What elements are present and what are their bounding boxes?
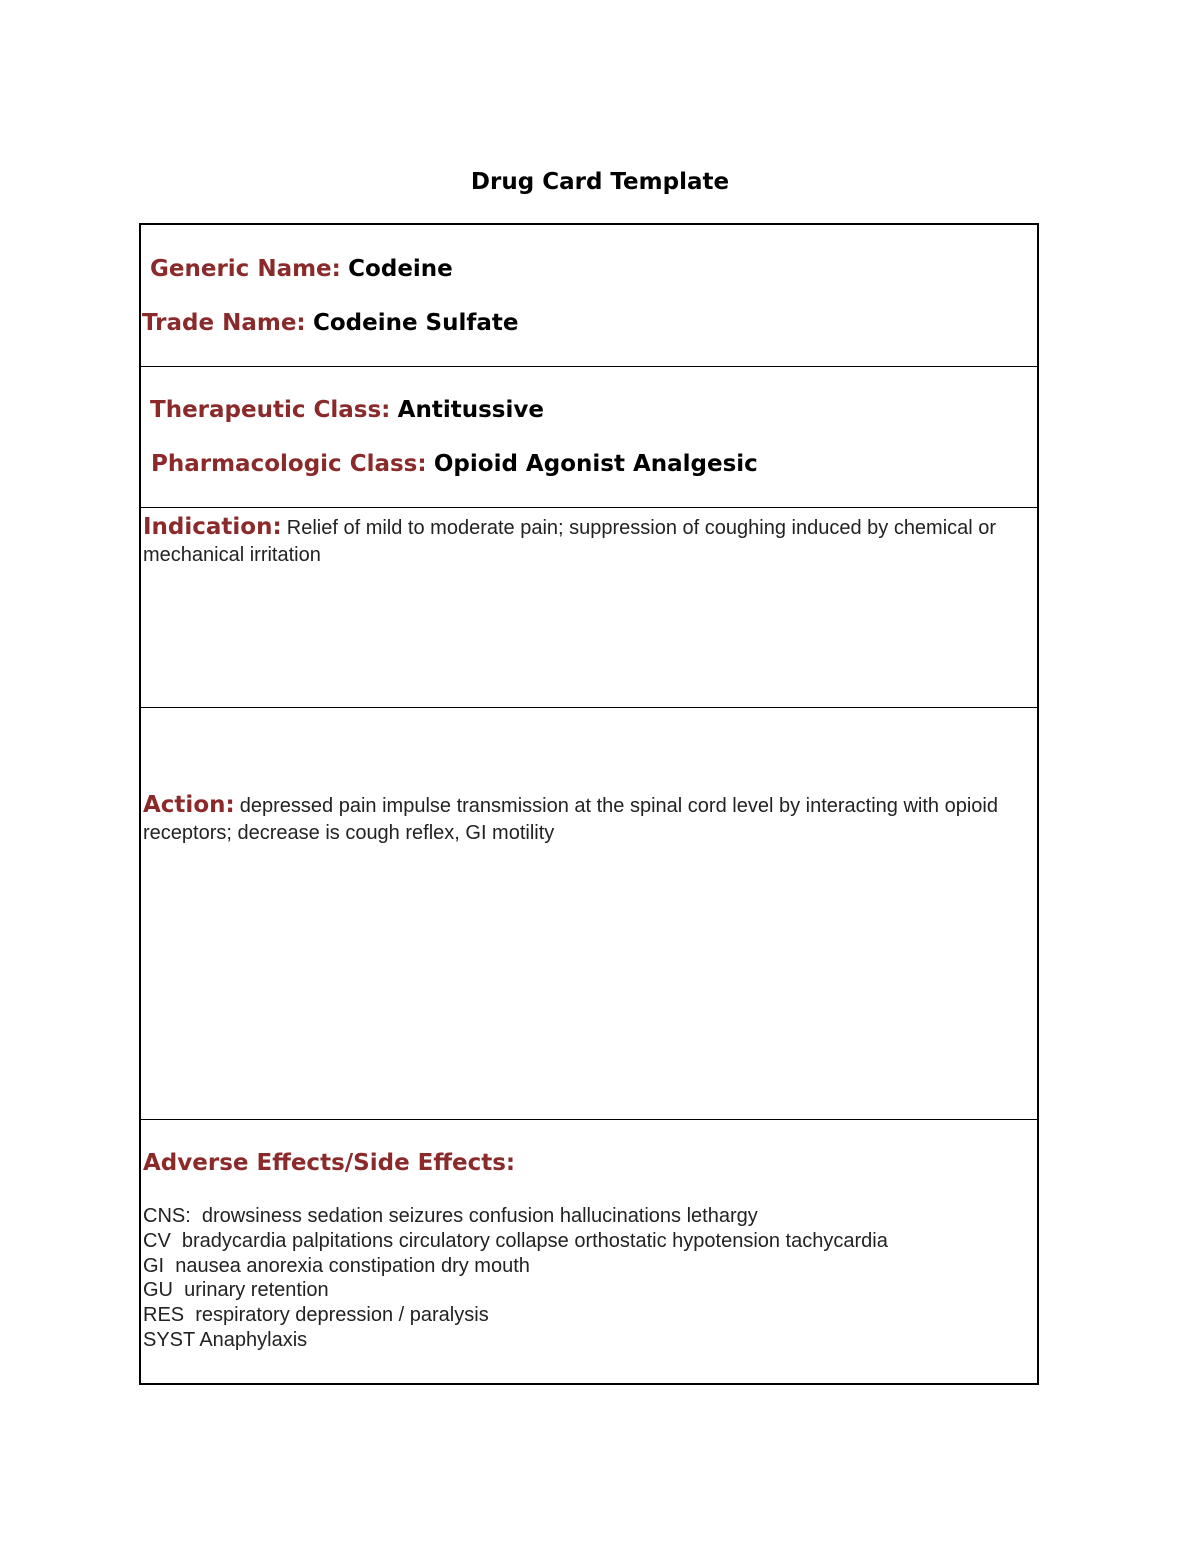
adverse-effect-line: CV bradycardia palpitations circulatory collapse orthostatic hypotension tachycardia xyxy=(143,1229,888,1252)
generic-name-label: Generic Name: xyxy=(150,256,341,282)
adverse-effect-line: CNS: drowsiness sedation seizures confusion hallucinations lethargy xyxy=(143,1205,758,1227)
therapeutic-class-label: Therapeutic Class: xyxy=(150,397,391,423)
therapeutic-class-value: Antitussive xyxy=(397,397,544,423)
adverse-effects-list xyxy=(143,1204,1023,1353)
action-text: depressed pain impulse transmission at the spinal cord level by interacting with opioid receptors; decrease is cough reflex, GI motility xyxy=(143,795,998,844)
action-paragraph xyxy=(143,792,1035,847)
adverse-effects-heading xyxy=(143,1148,515,1178)
action-section xyxy=(141,708,1037,1120)
class-section xyxy=(141,367,1037,508)
trade-name-value: Codeine Sulfate xyxy=(312,310,519,336)
trade-name-field xyxy=(142,308,519,338)
pharmacologic-class-field xyxy=(151,449,758,479)
indication-text: Relief of mild to moderate pain; suppression of coughing induced by chemical or mechanical irritation xyxy=(143,517,997,566)
pharmacologic-class-label: Pharmacologic Class: xyxy=(151,451,427,477)
adverse-effects-section xyxy=(141,1120,1037,1383)
generic-name-field xyxy=(150,254,453,284)
adverse-effect-line: RES respiratory depression / paralysis xyxy=(143,1304,489,1327)
pharmacologic-class-value: Opioid Agonist Analgesic xyxy=(433,451,758,477)
adverse-effect-line: GI nausea anorexia constipation dry mouth xyxy=(143,1254,530,1277)
adverse-effect-line: SYST Anaphylaxis xyxy=(143,1328,308,1351)
indication-paragraph xyxy=(143,514,1035,569)
indication-section xyxy=(141,508,1037,708)
generic-name-value: Codeine xyxy=(348,256,453,282)
action-label: Action: xyxy=(143,792,235,818)
names-section xyxy=(141,225,1037,367)
therapeutic-class-field xyxy=(150,395,544,425)
adverse-effects-label: Adverse Effects/Side Effects: xyxy=(143,1150,516,1176)
adverse-effect-line: GU urinary retention xyxy=(143,1279,329,1302)
trade-name-label: Trade Name: xyxy=(142,310,306,336)
drug-card xyxy=(139,223,1039,1385)
indication-label: Indication: xyxy=(143,514,282,540)
page-title: Drug Card Template xyxy=(470,169,730,195)
